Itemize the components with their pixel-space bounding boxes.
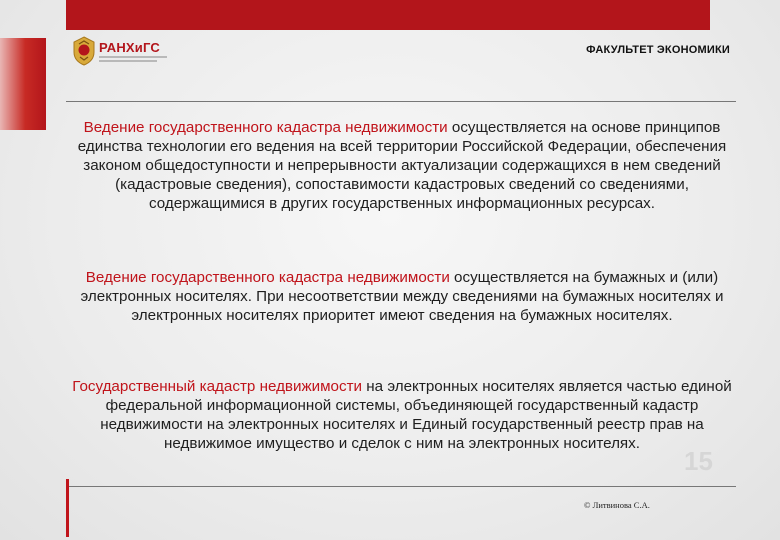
ranepa-emblem-icon xyxy=(72,36,96,66)
highlighted-term: Ведение государственного кадастра недвижимости xyxy=(83,119,448,136)
footer-divider xyxy=(66,486,736,487)
paragraph-1 xyxy=(62,118,742,213)
author-credit: © Литвинова С.А. xyxy=(584,500,650,510)
paragraph-text: на электронных носителях является частью единой федеральной информационной системы, объединяющей государственный кадастр недвижимости на электронных носителях и Единый государственный реестр прав на недвижимое имущество и сделок с ним на электронных носителях. xyxy=(100,378,732,452)
logo-subtitle-line xyxy=(99,60,157,62)
highlighted-term: Государственный кадастр недвижимости xyxy=(72,378,363,395)
page-number: 15 xyxy=(684,446,713,476)
logo-subtitle-line xyxy=(99,56,167,58)
header-divider xyxy=(66,101,736,102)
paragraph-text: осуществляется на основе принципов единства технологии его ведения на всей территории Российской Федерации, обеспечения законом общедоступности и непрерывности актуализации содержащихся в нем сведений (кадастровые сведения), сопоставимости кадастровых сведений со сведениями, содержащимися в других государственных информационных ресурсах. xyxy=(77,119,727,212)
paragraph-2 xyxy=(62,268,742,325)
paragraph-3 xyxy=(62,377,742,453)
logo xyxy=(72,34,167,68)
top-accent-bar xyxy=(66,0,710,30)
logo-name: РАНХиГС xyxy=(99,39,160,55)
highlighted-term: Ведение государственного кадастра недвижимости xyxy=(85,269,450,286)
footer-accent-mark xyxy=(66,479,69,537)
left-accent-block xyxy=(0,38,46,130)
paragraph-text: осуществляется на бумажных и (или) электронных носителях. При несоответствии между сведениями на бумажных носителях и электронных носителях приоритет имеют сведения на бумажных носителях. xyxy=(80,269,724,324)
faculty-title: ФАКУЛЬТЕТ ЭКОНОМИКИ xyxy=(586,44,730,56)
